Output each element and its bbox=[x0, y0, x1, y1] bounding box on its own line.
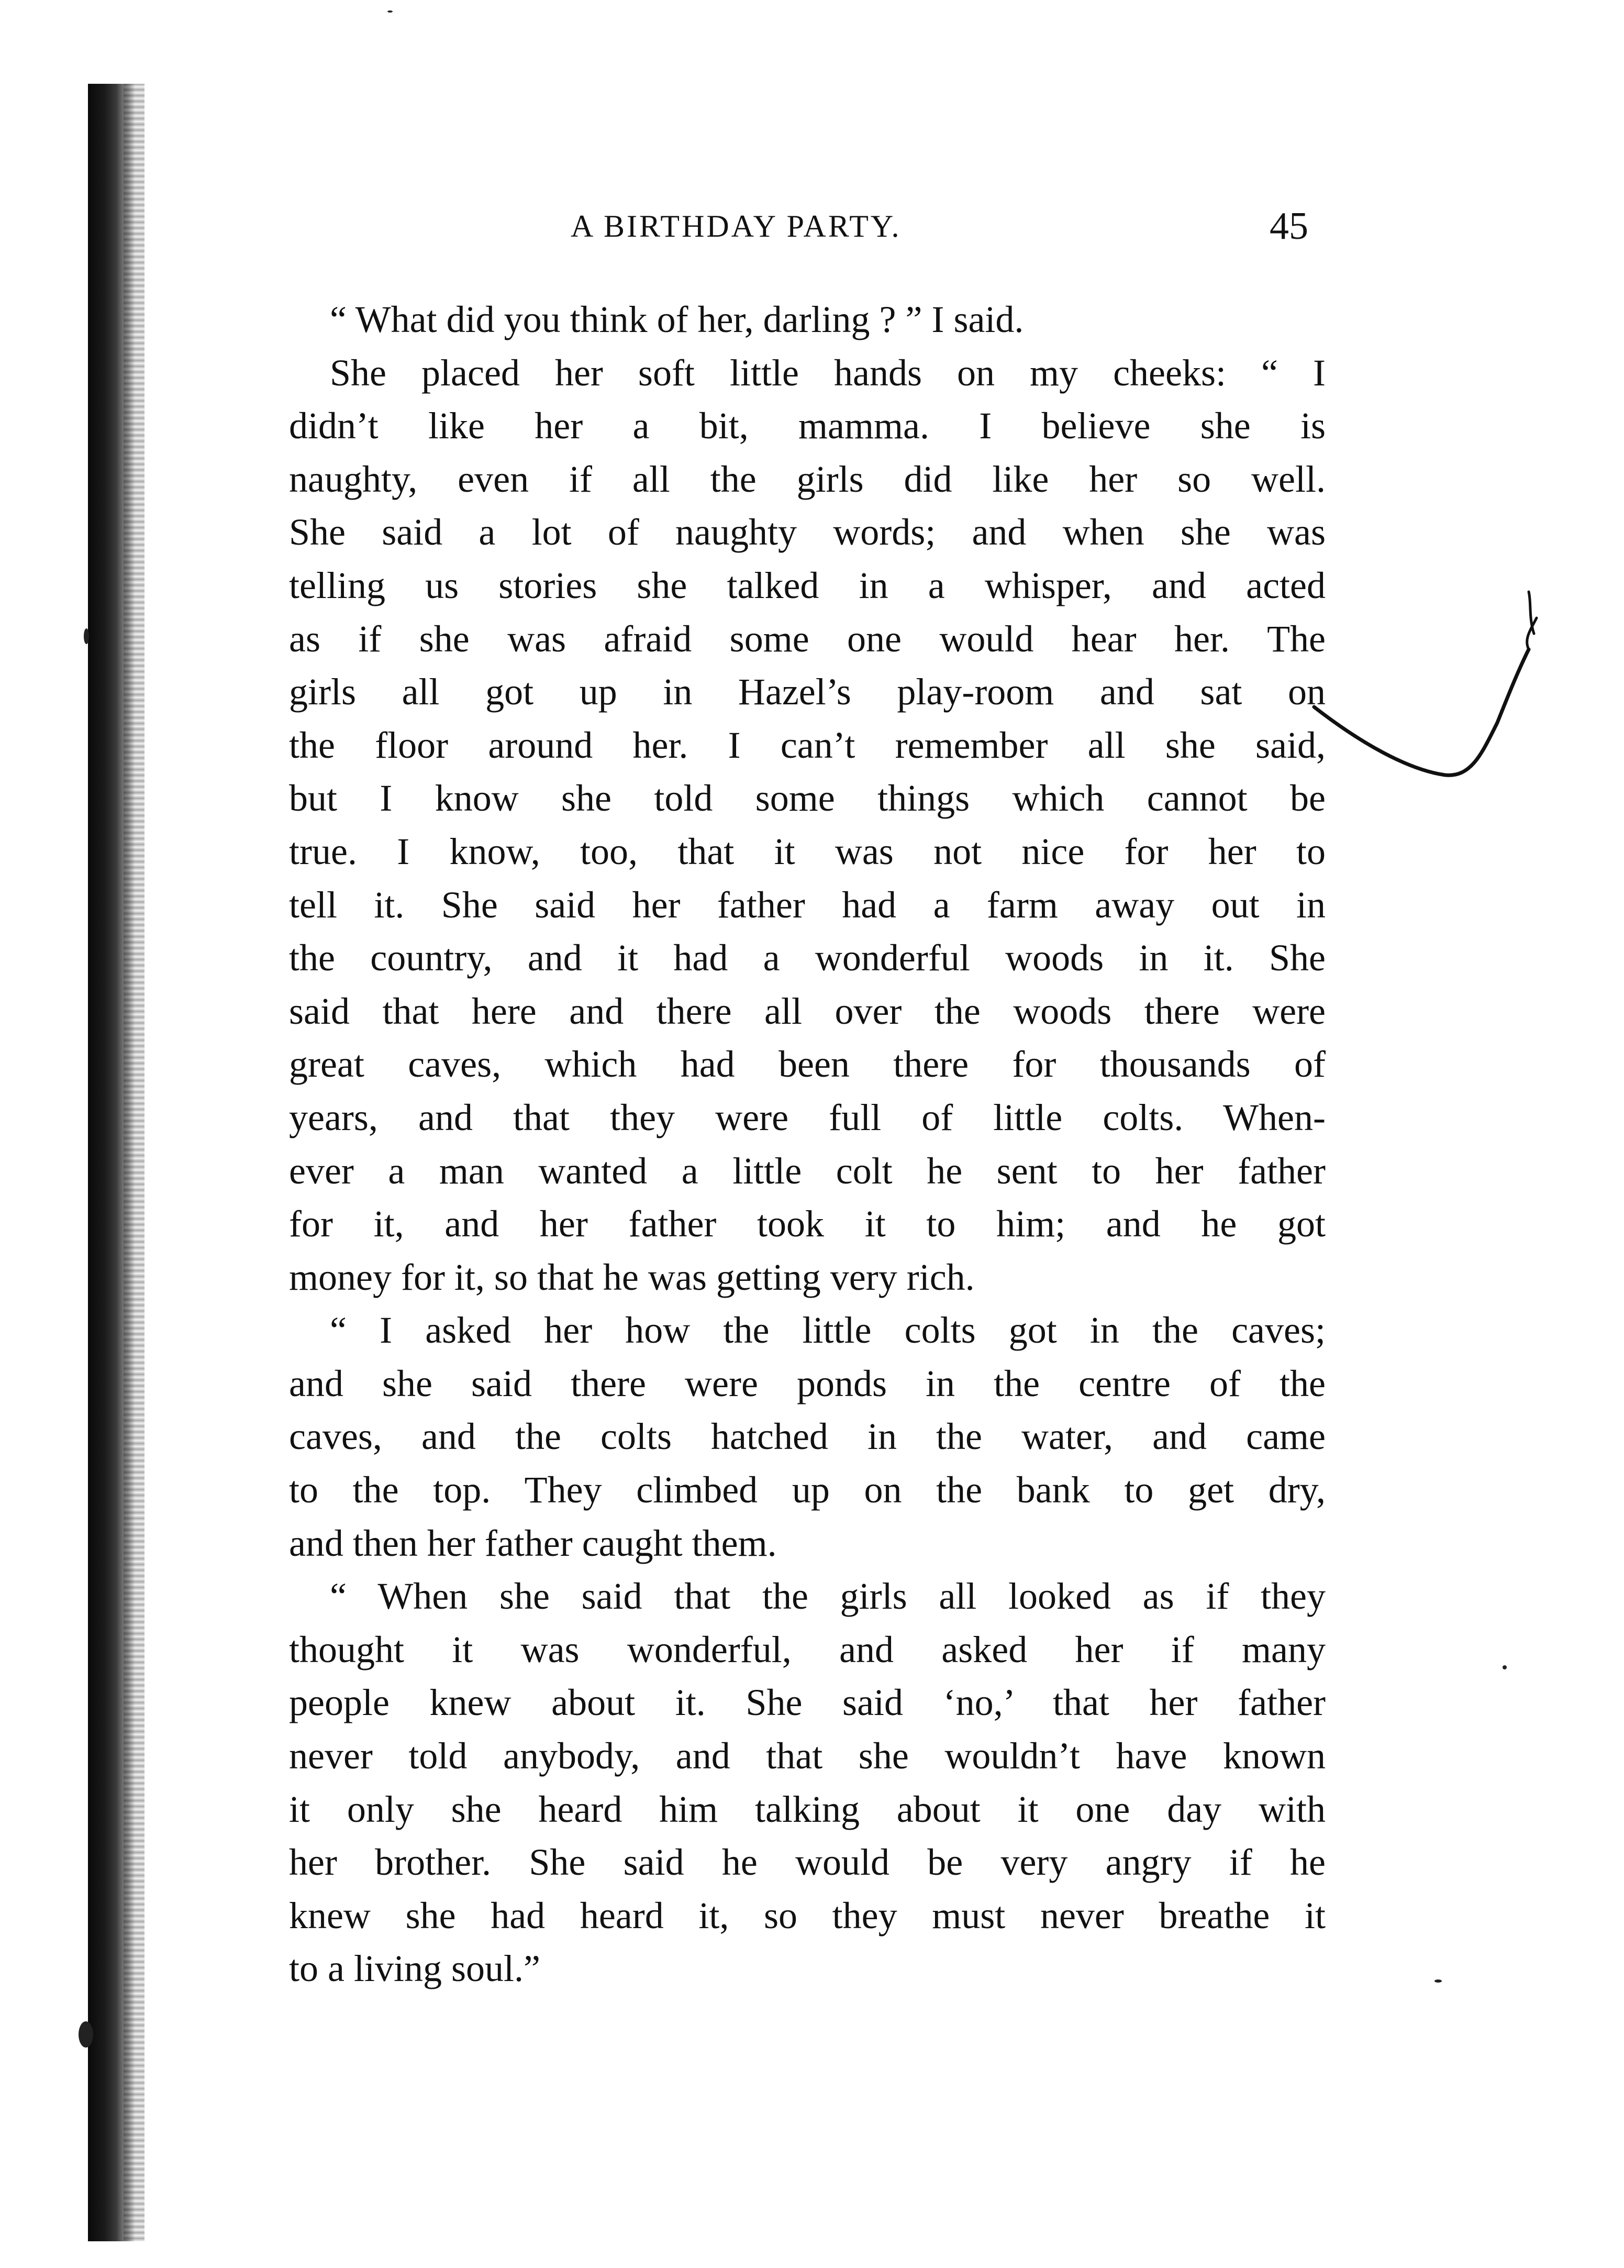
text-line: and she said there were ponds in the centre of the bbox=[289, 1362, 1326, 1404]
text-line: thought it was wonderful, and asked her if many bbox=[289, 1628, 1326, 1670]
text-line: and then her father caught them. bbox=[289, 1522, 777, 1564]
text-line: naughty, even if all the girls did like her so well. bbox=[289, 458, 1326, 500]
text-line: her brother. She said he would be very angry if he bbox=[289, 1841, 1326, 1884]
text-line: never told anybody, and that she wouldn’t have known bbox=[289, 1735, 1326, 1777]
text-line: knew she had heard it, so they must never breathe it bbox=[289, 1894, 1326, 1937]
text-line: great caves, which had been there for thousands of bbox=[289, 1043, 1326, 1086]
margin-pen-scribble bbox=[1298, 587, 1539, 796]
text-line: it only she heard him talking about it one day with bbox=[289, 1788, 1326, 1830]
text-line: caves, and the colts hatched in the water, and came bbox=[289, 1415, 1326, 1458]
text-line: said that here and there all over the woods there were bbox=[289, 990, 1326, 1032]
scan-speck bbox=[79, 2021, 93, 2048]
text-line: true. I know, too, that it was not nice for her to bbox=[289, 830, 1326, 872]
text-line: She placed her soft little hands on my cheeks: “ I bbox=[330, 351, 1326, 394]
scan-speck bbox=[387, 10, 393, 13]
text-line: “ What did you think of her, darling ? ” I said. bbox=[330, 298, 1024, 340]
text-line: but I know she told some things which cannot be bbox=[289, 777, 1326, 820]
text-line: girls all got up in Hazel’s play-room and sat on bbox=[289, 671, 1326, 713]
text-line: years, and that they were full of little colts. When- bbox=[289, 1096, 1326, 1138]
page-number: 45 bbox=[1270, 205, 1308, 248]
running-head: A BIRTHDAY PARTY. bbox=[571, 209, 902, 244]
text-line: telling us stories she talked in a whisper, and acted bbox=[289, 564, 1326, 606]
text-line: for it, and her father took it to him; and he got bbox=[289, 1203, 1326, 1245]
text-line: tell it. She said her father had a farm away out in bbox=[289, 883, 1326, 926]
text-line: the country, and it had a wonderful woods in it. She bbox=[289, 937, 1326, 979]
text-line: to a living soul.” bbox=[289, 1948, 540, 1990]
text-line: “ When she said that the girls all looked as if they bbox=[330, 1575, 1326, 1618]
scan-speck bbox=[84, 628, 89, 644]
scan-speck bbox=[1503, 1665, 1507, 1669]
text-line: money for it, so that he was getting very rich. bbox=[289, 1256, 975, 1298]
text-line: to the top. They climbed up on the bank to get dry, bbox=[289, 1469, 1326, 1511]
text-line: as if she was afraid some one would hear her. The bbox=[289, 617, 1326, 660]
text-line: people knew about it. She said ‘no,’ that her father bbox=[289, 1681, 1326, 1724]
text-line: the floor around her. I can’t remember all she said, bbox=[289, 724, 1326, 766]
binding-edge-texture bbox=[124, 84, 144, 2241]
text-line: “ I asked her how the little colts got in the caves; bbox=[330, 1309, 1326, 1352]
text-line: ever a man wanted a little colt he sent to her father bbox=[289, 1149, 1326, 1192]
body-text bbox=[289, 293, 1326, 1996]
text-line: didn’t like her a bit, mamma. I believe she is bbox=[289, 405, 1326, 447]
text-line: She said a lot of naughty words; and when she was bbox=[289, 511, 1326, 554]
scan-speck bbox=[1434, 1979, 1442, 1983]
